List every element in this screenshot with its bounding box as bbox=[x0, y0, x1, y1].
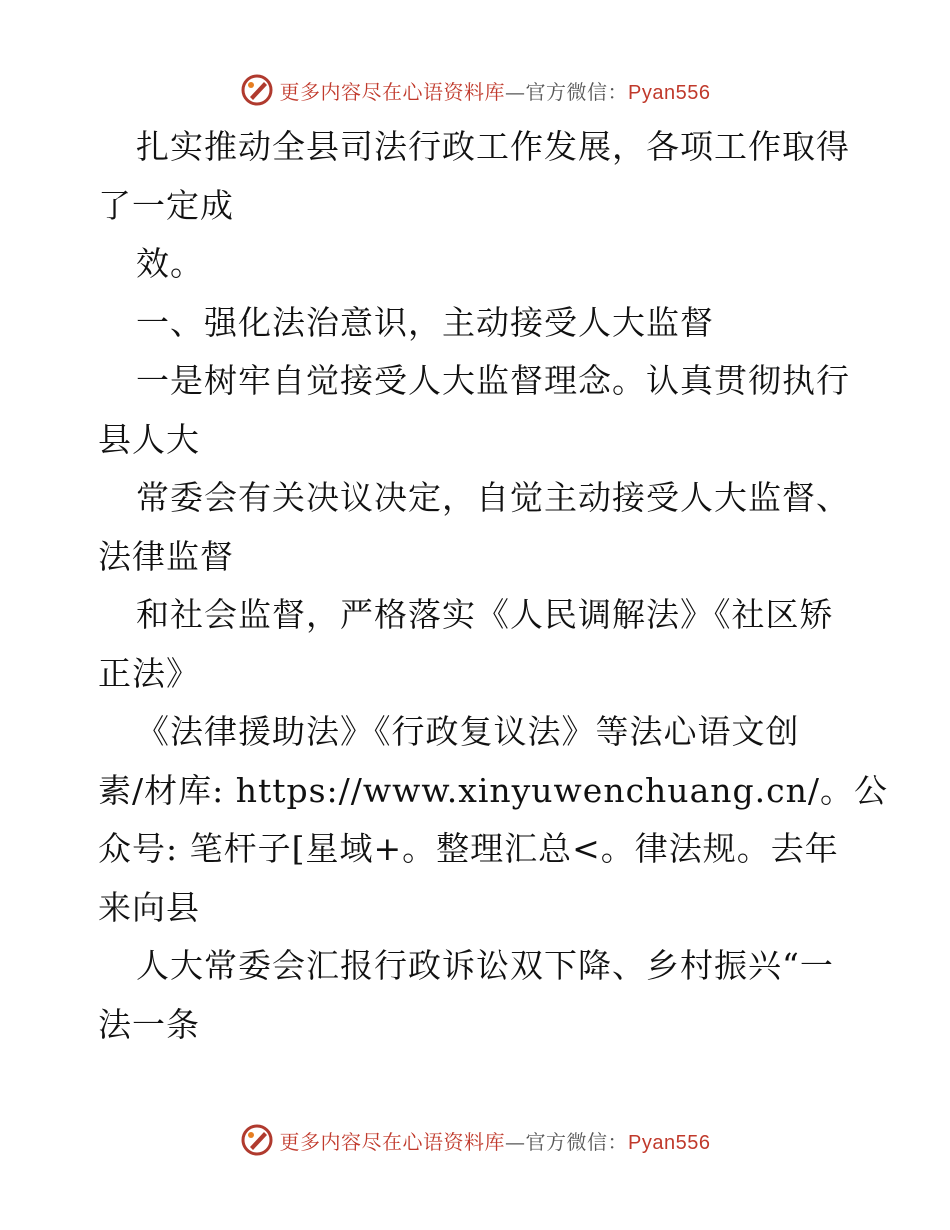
watermark-text bbox=[280, 1126, 711, 1155]
body-line: 一是树牢自觉接受人大监督理念。认真贯彻执行 bbox=[136, 361, 850, 400]
body-line: 效。 bbox=[136, 244, 204, 283]
watermark-label: 官方微信： bbox=[525, 79, 629, 104]
document-body bbox=[98, 118, 888, 1054]
body-line: 县人大 bbox=[98, 419, 200, 459]
watermark-account: Pyan556 bbox=[628, 81, 711, 104]
body-line: 众号: 笔杆子[星域+。整理汇总<。律法规。去年 bbox=[98, 829, 839, 868]
watermark-dash: — bbox=[505, 1129, 526, 1154]
section-heading: 一、强化法治意识，主动接受人大监督 bbox=[136, 302, 714, 342]
body-line: 素/材库: https://www.xinyuwenchuang.cn/。公 bbox=[98, 770, 888, 810]
watermark-site: 更多内容尽在心语资料库 bbox=[279, 79, 506, 104]
watermark-label: 官方微信： bbox=[525, 1129, 629, 1154]
brand-logo-icon bbox=[240, 73, 274, 107]
watermark-text bbox=[280, 76, 711, 105]
body-line: 了一定成 bbox=[98, 185, 234, 225]
body-line: 来向县 bbox=[98, 887, 200, 927]
body-line: 人大常委会汇报行政诉讼双下降、乡村振兴“一 bbox=[136, 946, 834, 985]
watermark-site: 更多内容尽在心语资料库 bbox=[279, 1129, 506, 1154]
body-line: 常委会有关决议决定，自觉主动接受人大监督、 bbox=[136, 478, 850, 517]
body-line: 法律监督 bbox=[98, 536, 234, 576]
footer-watermark bbox=[0, 1120, 950, 1160]
body-line: 扎实推动全县司法行政工作发展，各项工作取得 bbox=[136, 127, 850, 166]
body-line: 正法》 bbox=[98, 653, 200, 693]
body-line: 《法律援助法》《行政复议法》等法心语文创 bbox=[136, 712, 800, 751]
body-line: 和社会监督，严格落实《人民调解法》《社区矫 bbox=[136, 595, 834, 634]
watermark-dash: — bbox=[505, 79, 526, 104]
brand-logo-icon bbox=[240, 1123, 274, 1157]
header-watermark bbox=[0, 70, 950, 110]
body-line: 法一条 bbox=[98, 1004, 200, 1044]
watermark-account: Pyan556 bbox=[628, 1131, 711, 1154]
